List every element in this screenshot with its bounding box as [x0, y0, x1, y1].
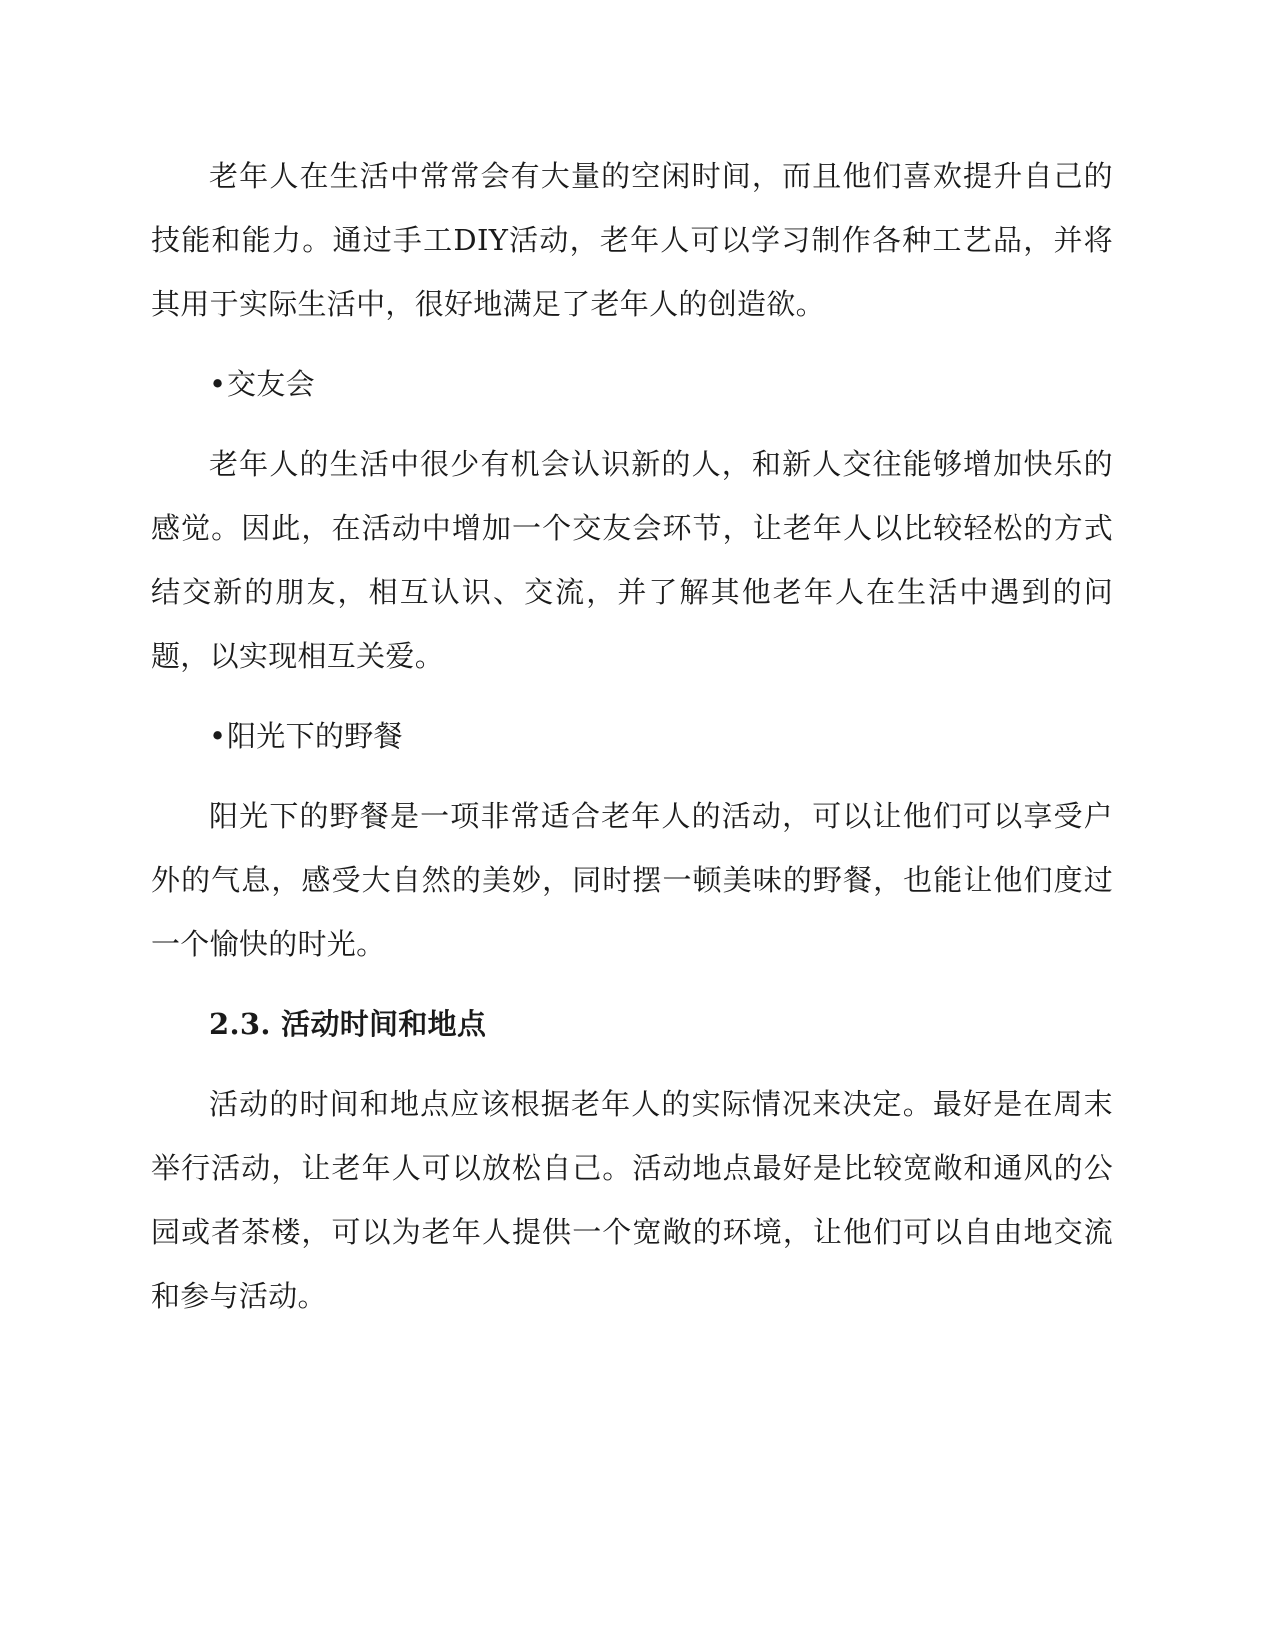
document-body — [151, 144, 1113, 1328]
bullet-label: 阳光下的野餐 — [227, 719, 403, 753]
paragraph-time-location: 活动的时间和地点应该根据老年人的实际情况来决定。最好是在周末举行活动，让老年人可以放松自己。活动地点最好是比较宽敞和通风的公园或者茶楼，可以为老年人提供一个宽敞的环境，让他们可以自由地交流和参与活动。 — [151, 1087, 1113, 1313]
spacer — [151, 416, 1113, 432]
spacer — [151, 1056, 1113, 1072]
paragraph-friendship: 老年人的生活中很少有机会认识新的人，和新人交往能够增加快乐的感觉。因此，在活动中增加一个交友会环节，让老年人以比较轻松的方式结交新的朋友，相互认识、交流，并了解其他老年人在生活中遇到的问题，以实现相互关爱。 — [151, 447, 1113, 673]
spacer — [151, 336, 1113, 352]
spacer — [151, 768, 1113, 784]
bullet-item-friendship — [151, 352, 1113, 416]
spacer — [151, 976, 1113, 992]
section-heading: 2.3. 活动时间和地点 — [209, 1007, 487, 1041]
bullet-icon: • — [209, 367, 227, 401]
paragraph-picnic: 阳光下的野餐是一项非常适合老年人的活动，可以让他们可以享受户外的气息，感受大自然的美妙，同时摆一顿美味的野餐，也能让他们度过一个愉快的时光。 — [151, 799, 1113, 961]
bullet-icon: • — [209, 719, 227, 753]
bullet-item-picnic — [151, 704, 1113, 768]
bullet-label: 交友会 — [227, 367, 315, 401]
paragraph-diy: 老年人在生活中常常会有大量的空闲时间，而且他们喜欢提升自己的技能和能力。通过手工DIY活动，老年人可以学习制作各种工艺品，并将其用于实际生活中，很好地满足了老年人的创造欲。 — [151, 159, 1113, 321]
spacer — [151, 688, 1113, 704]
